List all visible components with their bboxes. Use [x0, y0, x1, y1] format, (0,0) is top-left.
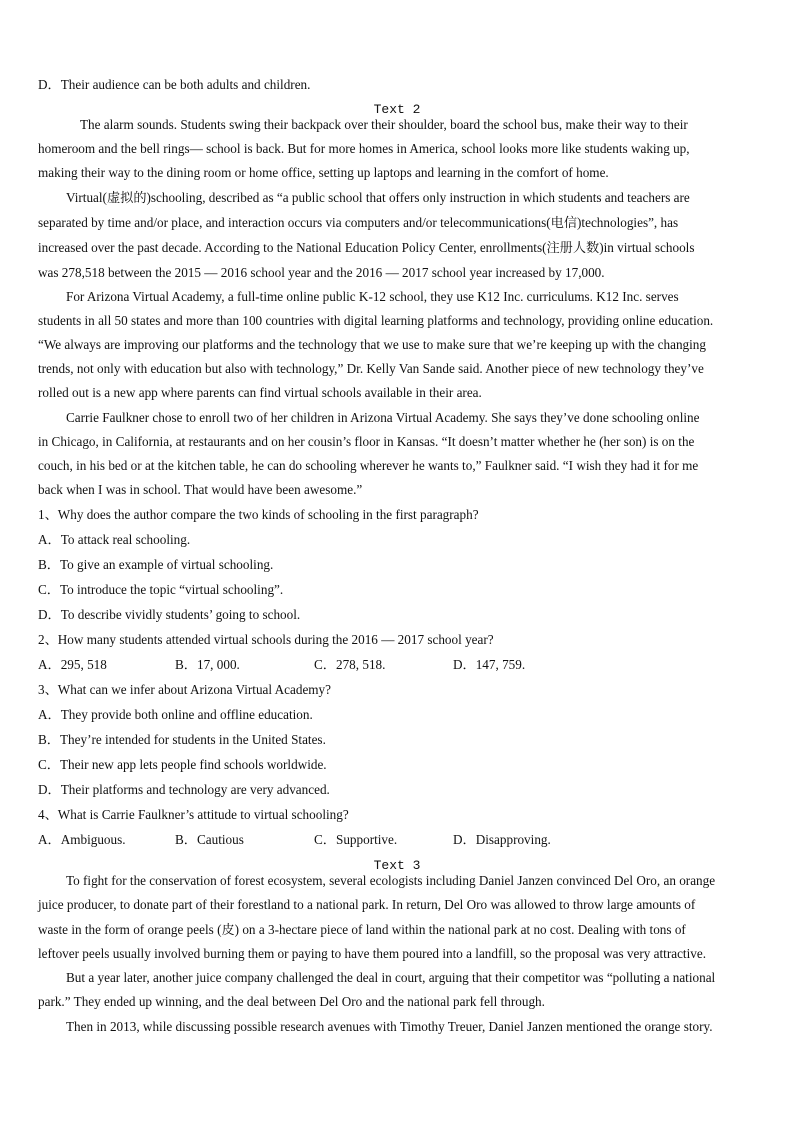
passage-line: “We always are improving our platforms and the technology that we use to make sure that we’re keeping up with the changing — [38, 337, 706, 352]
option-b: B．They’re intended for students in the United States. — [38, 732, 326, 747]
option-a: A．They provide both online and offline education. — [38, 707, 313, 722]
question-stem: 1、Why does the author compare the two kinds of schooling in the first paragraph? — [38, 507, 479, 522]
passage-line: But a year later, another juice company challenged the deal in court, arguing that their competitor was “polluting a national — [66, 970, 716, 985]
passage-line: students in all 50 states and more than 100 countries with digital learning platforms and technology, providing online education. — [38, 313, 714, 328]
passage-line: Carrie Faulkner chose to enroll two of her children in Arizona Virtual Academy. She says they’ve done schooling online — [66, 410, 700, 425]
passage-line: leftover peels usually involved burning them or paying to have them poured into a landfill, so the proposal was very attractive. — [38, 946, 706, 961]
passage-line: was 278,518 between the 2015 — 2016 school year and the 2016 — 2017 school year increased by 17,000. — [38, 265, 605, 280]
option-a: A．Ambiguous. — [38, 832, 126, 847]
option-a: A．295, 518 — [38, 657, 107, 672]
question-stem: 2、How many students attended virtual schools during the 2016 — 2017 school year? — [38, 632, 494, 647]
prev-option-d: D．Their audience can be both adults and children. — [38, 77, 311, 92]
passage-line: couch, in his bed or at the kitchen table, he can do schooling wherever he wants to,” Faulkner said. “I wish they had it for me — [38, 458, 699, 473]
option-c: C．Supportive. — [314, 832, 398, 847]
option-a: A．To attack real schooling. — [38, 532, 191, 547]
passage-line: waste in the form of orange peels (皮) on a 3-hectare piece of land within the national park at no cost. Dealing with tons of — [38, 922, 686, 937]
passage-line: separated by time and/or place, and interaction occurs via computers and/or telecommunications(电信)technologies”, has — [38, 215, 679, 230]
question-stem: 3、What can we infer about Arizona Virtual Academy? — [38, 682, 332, 697]
option-b: B．17, 000. — [175, 657, 240, 672]
text2-title: Text 2 — [373, 102, 421, 117]
option-d: D．Disapproving. — [453, 832, 551, 847]
passage-line: juice producer, to donate part of their forestland to a national park. In return, Del Oro was allowed to throw large amounts of — [38, 897, 696, 912]
option-c: C．278, 518. — [314, 657, 386, 672]
option-c: C．To introduce the topic “virtual schooling”. — [38, 582, 284, 597]
question-stem: 4、What is Carrie Faulkner’s attitude to virtual schooling? — [38, 807, 349, 822]
passage-line: Then in 2013, while discussing possible research avenues with Timothy Treuer, Daniel Janzen mentioned the orange story. — [66, 1019, 713, 1034]
passage-line: rolled out is a new app where parents can find virtual schools available in their area. — [38, 385, 482, 400]
passage-line: For Arizona Virtual Academy, a full-time online public K-12 school, they use K12 Inc. curriculums. K12 Inc. serves — [66, 289, 679, 304]
passage-line: trends, not only with education but also with technology,” Dr. Kelly Van Sande said. Another piece of new technology they’ve — [38, 361, 704, 376]
passage-line: increased over the past decade. According to the National Education Policy Center, enrollments(注册人数)in virtual schools — [38, 240, 695, 255]
option-b: B．To give an example of virtual schooling. — [38, 557, 274, 572]
passage-line: park.” They ended up winning, and the deal between Del Oro and the national park fell through. — [38, 994, 545, 1009]
option-d: D．Their platforms and technology are very advanced. — [38, 782, 330, 797]
passage-line: Virtual(虚拟的)schooling, described as “a public school that offers only instruction in which students and teachers are — [66, 190, 690, 205]
passage-line: back when I was in school. That would have been awesome.” — [38, 482, 363, 497]
passage-line: in Chicago, in California, at restaurants and on her cousin’s floor in Kansas. “It doesn’t matter whether he (her son) is on the — [38, 434, 695, 449]
passage-line: The alarm sounds. Students swing their backpack over their shoulder, board the school bus, make their way to their — [80, 117, 688, 132]
option-b: B．Cautious — [175, 832, 244, 847]
text3-title: Text 3 — [373, 858, 421, 873]
passage-line: To fight for the conservation of forest ecosystem, several ecologists including Daniel Janzen convinced Del Oro, an orange — [66, 873, 716, 888]
passage-line: making their way to the dining room or home office, setting up laptops and learning in the comfort of home. — [38, 165, 609, 180]
option-c: C．Their new app lets people find schools worldwide. — [38, 757, 327, 772]
passage-line: homeroom and the bell rings— school is back. But for more homes in America, school looks more like students waking up, — [38, 141, 690, 156]
option-d: D．147, 759. — [453, 657, 526, 672]
option-d: D．To describe vividly students’ going to school. — [38, 607, 301, 622]
